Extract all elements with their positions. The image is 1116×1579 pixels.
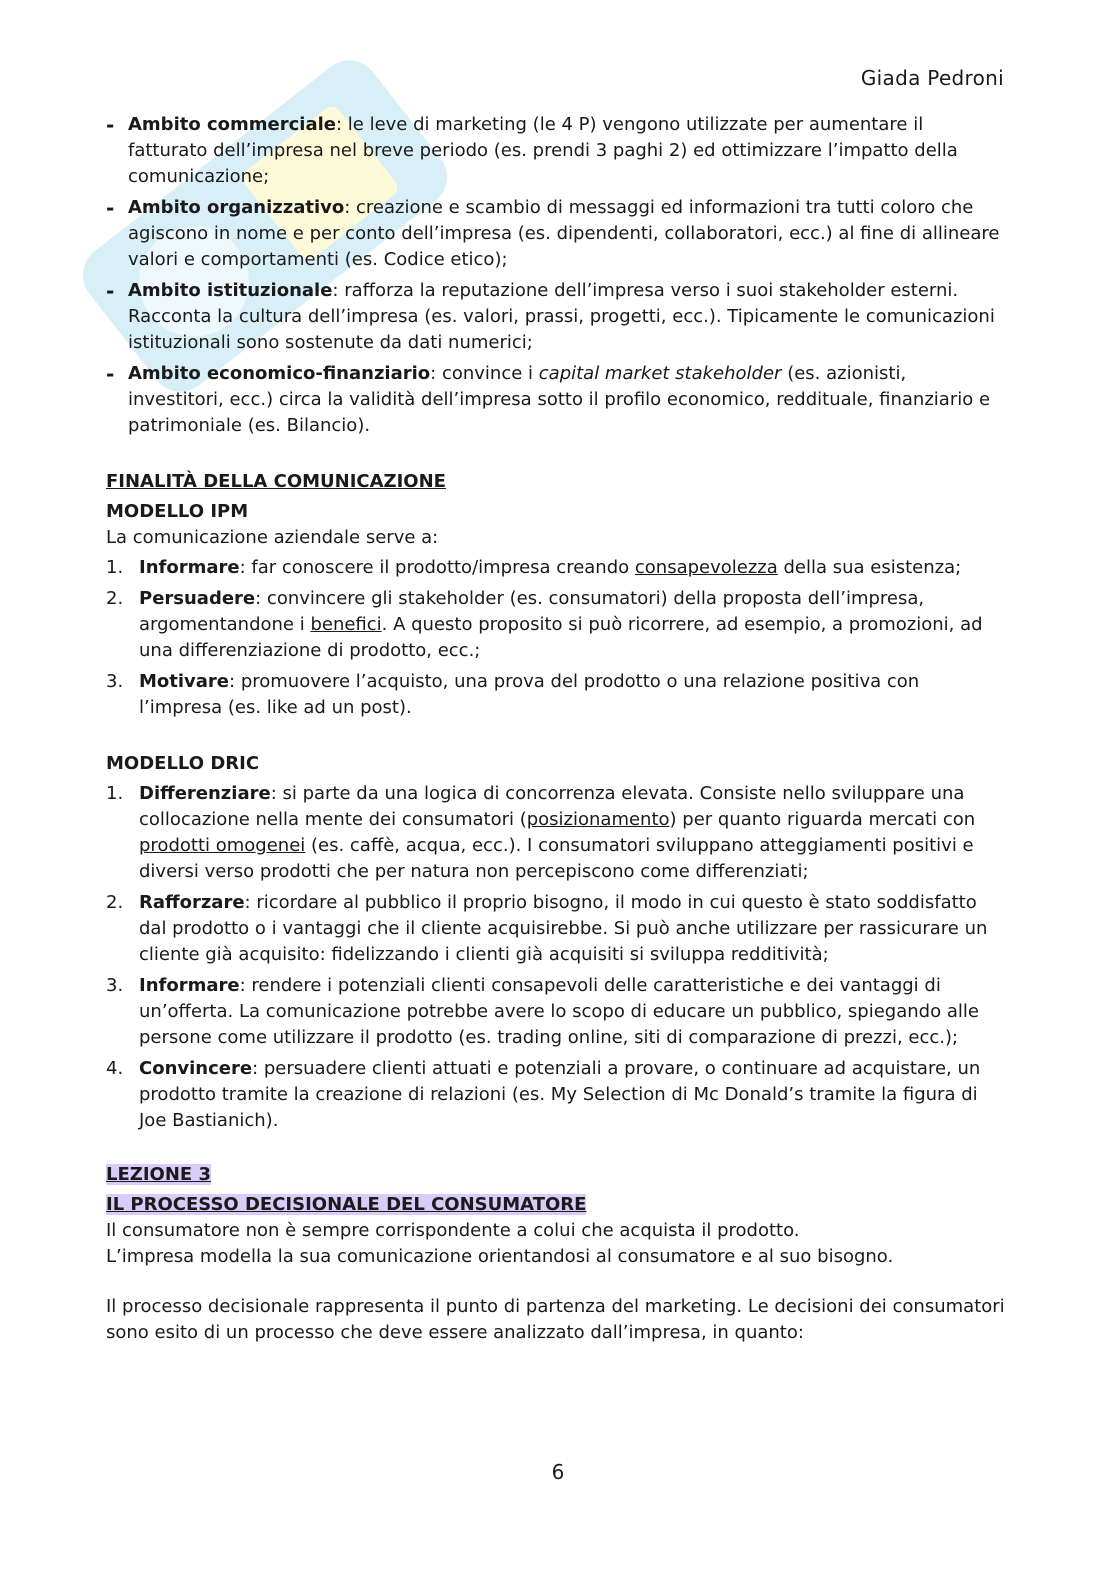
list-item: - Ambito economico-finanziario: convince i capital market stakeholder (es. azionisti, investitori, ecc.) circa la validità dell’impresa sotto il profilo economico, reddituale, finanziario e patrimoniale (es. Bilancio). [106, 362, 991, 436]
lesson-label: LEZIONE 3 [106, 1164, 211, 1185]
list-item: - Ambito commerciale: le leve di marketing (le 4 P) vengono utilizzate per aumentare il fatturato dell’impresa nel breve periodo (es. prendi 3 paghi 2) ed ottimizzare l’impatto della comunicazione; [106, 113, 958, 187]
paragraph: L’impresa modella la sua comunicazione orientandosi al consumatore e al suo bisogno. [106, 1246, 894, 1267]
list-item: 2. Rafforzare: ricordare al pubblico il proprio bisogno, il modo in cui questo è stato soddisfatto dal prodotto o i vantaggi che il cliente acquisirebbe. Si può anche utilizzare per rassicurare un cliente già acquisito: fidelizzando i clienti già acquisiti si sviluppa redditività; [106, 892, 988, 965]
list-item: - Ambito organizzativo: creazione e scambio di messaggi ed informazioni tra tutti coloro che agiscono in nome e per conto dell’impresa (es. dipendenti, collaboratori, ecc.) al fine di allineare valori e comportamenti (es. Codice etico); [106, 196, 1000, 270]
list-item: 2. Persuadere: convincere gli stakeholder (es. consumatori) della proposta dell’impresa, argomentandone i benefici. A questo proposito si può ricorrere, ad esempio, a promozioni, ad una differenziazione di prodotto, ecc.; [106, 588, 983, 661]
list-item: - Ambito istituzionale: rafforza la reputazione dell’impresa verso i suoi stakeholder esterni. Racconta la cultura dell’impresa (es. valori, prassi, progetti, ecc.). Tipicamente le comunicazioni istituzionali sono sostenute da dati numerici; [106, 279, 995, 353]
ipm-list [106, 555, 1006, 721]
spacer [106, 1270, 1006, 1294]
lesson-title: IL PROCESSO DECISIONALE DEL CONSUMATORE [106, 1194, 587, 1215]
paragraph: Il consumatore non è sempre corrispondente a colui che acquista il prodotto. [106, 1220, 800, 1241]
dash-bullet-icon: - [106, 362, 115, 386]
subheading-dric: MODELLO DRIC [106, 753, 260, 774]
main-content [106, 112, 1006, 1346]
paragraph: Il processo decisionale rappresenta il punto di partenza del marketing. Le decisioni dei consumatori sono esito di un processo che deve essere analizzato dall’impresa, in quanto: [106, 1296, 1005, 1343]
dash-bullet-icon: - [106, 279, 115, 303]
section-heading-finalita: FINALITÀ DELLA COMUNICAZIONE [106, 471, 446, 492]
dash-bullet-icon: - [106, 196, 115, 220]
list-item: 1. Informare: far conoscere il prodotto/impresa creando consapevolezza della sua esistenza; [106, 557, 962, 578]
author-name: Giada Pedroni [860, 66, 1004, 90]
page-number: 6 [551, 1460, 565, 1484]
list-item: 4. Convincere: persuadere clienti attuati e potenziali a provare, o continuare ad acquistare, un prodotto tramite la creazione di relazioni (es. My Selection di Mc Donald’s tramite la figura di Joe Bastianich). [106, 1058, 981, 1131]
ambiti-list [106, 112, 1006, 439]
list-item: 3. Motivare: promuovere l’acquisto, una prova del prodotto o una relazione positiva con l’impresa (es. like ad un post). [106, 671, 920, 718]
dash-bullet-icon: - [106, 113, 115, 137]
list-item: 1. Differenziare: si parte da una logica di concorrenza elevata. Consiste nello sviluppare una collocazione nella mente dei consumatori (posizionamento) per quanto riguarda mercati con prodotti omogenei (es. caffè, acqua, ecc.). I consumatori sviluppano atteggiamenti positivi e diversi verso prodotti che per natura non percepiscono come differenziati; [106, 783, 976, 882]
subheading-ipm: MODELLO IPM [106, 501, 249, 522]
ipm-intro: La comunicazione aziendale serve a: [106, 527, 439, 548]
dric-list [106, 781, 1006, 1134]
list-item: 3. Informare: rendere i potenziali clienti consapevoli delle caratteristiche e dei vantaggi di un’offerta. La comunicazione potrebbe avere lo scopo di educare un pubblico, spiegando alle persone come utilizzare il prodotto (es. trading online, siti di comparazione di prezzi, ecc.); [106, 975, 979, 1048]
